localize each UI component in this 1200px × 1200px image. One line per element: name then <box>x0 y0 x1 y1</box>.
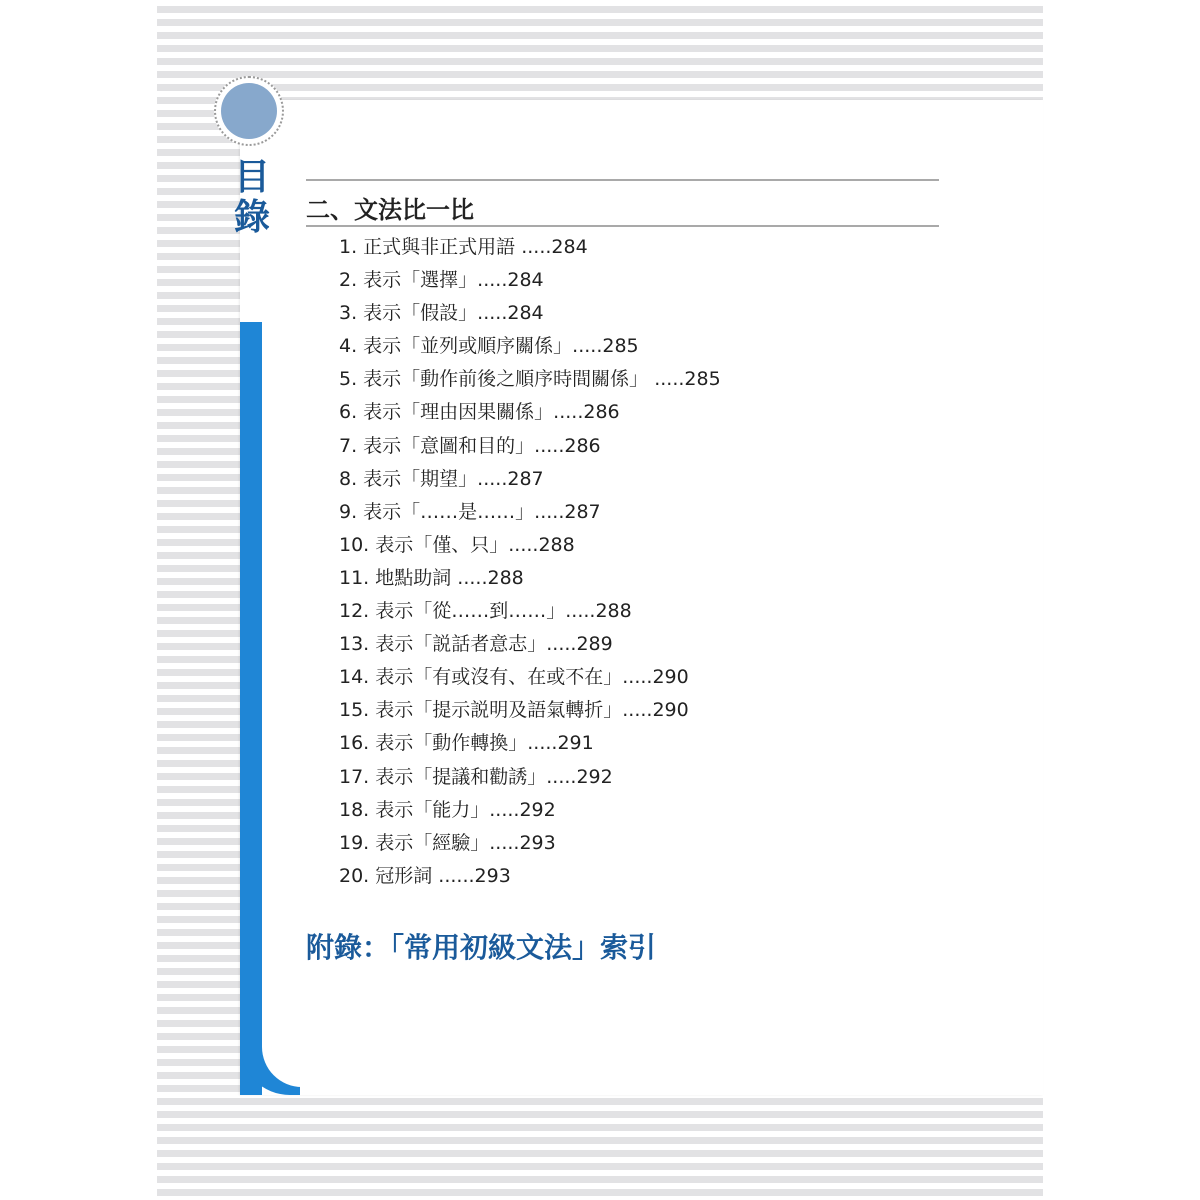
toc-item: 6. 表示「理由因果關係」.....286 <box>339 401 620 424</box>
toc-item: 18. 表示「能力」.....292 <box>339 798 556 821</box>
toc-item: 15. 表示「提示説明及語氣轉折」.....290 <box>339 699 689 722</box>
appendix-title: 附錄：「常用初級文法」索引 <box>306 931 657 964</box>
toc-item: 2. 表示「選擇」.....284 <box>339 269 544 292</box>
toc-item: 3. 表示「假設」.....284 <box>339 302 544 325</box>
toc-item: 1. 正式與非正式用語 .....284 <box>339 236 588 258</box>
toc-item: 4. 表示「並列或順序關係」.....285 <box>339 335 639 358</box>
toc-title-char-2: 錄 <box>233 197 270 238</box>
toc-vertical-title <box>232 158 272 238</box>
toc-item: 19. 表示「經驗」.....293 <box>339 831 556 854</box>
section-bottom-rule <box>306 225 939 227</box>
toc-item: 12. 表示「從……到……」.....288 <box>339 600 632 623</box>
decorative-circle <box>221 83 277 139</box>
toc-item: 11. 地點助詞 .....288 <box>339 566 524 589</box>
toc-list <box>339 232 721 894</box>
toc-title-char-1: 目 <box>233 157 270 198</box>
toc-item: 13. 表示「説話者意志」.....289 <box>339 633 613 656</box>
section-top-rule <box>306 179 939 181</box>
toc-item: 20. 冠形詞 ......293 <box>339 864 511 887</box>
toc-item: 10. 表示「僅、只」.....288 <box>339 533 575 556</box>
accent-bar <box>240 322 262 1095</box>
toc-item: 5. 表示「動作前後之順序時間關係」 .....285 <box>339 368 721 391</box>
toc-item: 16. 表示「動作轉換」.....291 <box>339 732 594 755</box>
toc-item: 9. 表示「……是……」.....287 <box>339 500 601 523</box>
section-title: 二、文法比一比 <box>306 196 474 224</box>
toc-item: 14. 表示「有或沒有、在或不在」.....290 <box>339 666 689 689</box>
toc-item: 17. 表示「提議和勸誘」.....292 <box>339 765 613 788</box>
toc-item: 7. 表示「意圖和目的」.....286 <box>339 434 601 457</box>
toc-item: 8. 表示「期望」.....287 <box>339 467 544 490</box>
